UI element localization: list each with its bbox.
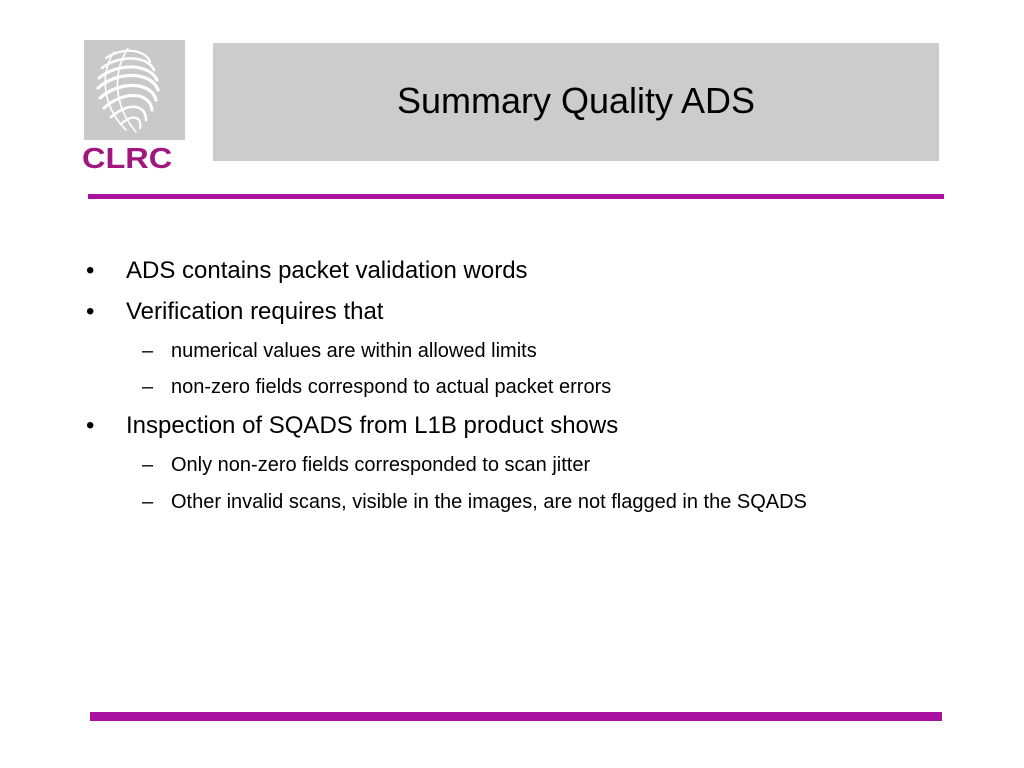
slide-title: Summary Quality ADS xyxy=(396,80,756,121)
sub-bullet-text: Only non-zero fields corresponded to scan jitter xyxy=(171,454,591,476)
bullet-marker: • xyxy=(86,257,95,284)
bullet-text: ADS contains packet validation words xyxy=(126,257,528,284)
logo-globe-box xyxy=(84,40,185,140)
sub-bullet-text: Other invalid scans, visible in the images, are not flagged in the SQADS xyxy=(171,491,807,513)
dash-marker: – xyxy=(142,454,154,476)
sub-bullet-text: non-zero fields correspond to actual packet errors xyxy=(171,376,612,398)
bullet-marker: • xyxy=(86,298,95,325)
logo-wordmark: CLRC xyxy=(82,143,173,175)
title-banner xyxy=(213,43,939,161)
dash-marker: – xyxy=(142,340,154,362)
clrc-logo xyxy=(82,40,185,175)
sub-bullet-text: numerical values are within allowed limits xyxy=(171,340,537,362)
top-divider xyxy=(88,194,944,199)
dash-marker: – xyxy=(142,376,154,398)
bullet-text: Inspection of SQADS from L1B product shows xyxy=(126,412,619,439)
bullet-text: Verification requires that xyxy=(126,298,384,325)
bullet-marker: • xyxy=(86,412,95,439)
dash-marker: – xyxy=(142,491,154,513)
bottom-divider xyxy=(90,712,942,721)
globe-swirl-icon xyxy=(84,40,185,140)
